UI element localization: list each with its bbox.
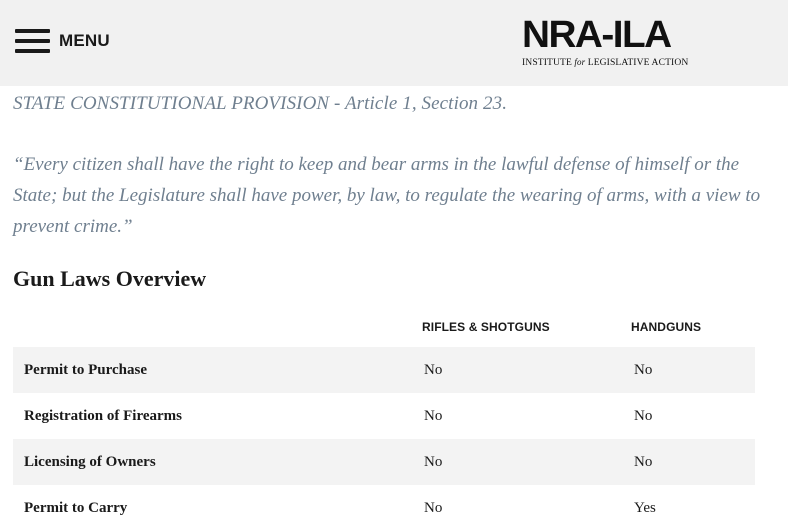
- menu-button[interactable]: [15, 28, 110, 54]
- handguns-value: No: [634, 454, 653, 470]
- column-header-handguns: HANDGUNS: [631, 320, 702, 334]
- handguns-value: No: [634, 408, 653, 424]
- row-label: Permit to Purchase: [24, 362, 148, 378]
- rifles-value: No: [424, 408, 443, 424]
- rifles-value: No: [424, 454, 443, 470]
- constitutional-quote: “Every citizen shall have the right to keep and bear arms in the lawful defense of himself or the State; but the Legislature shall have power, by law, to regulate the wearing of arms, with a view to prevent crime.”: [13, 154, 761, 237]
- menu-label[interactable]: MENU: [59, 31, 110, 50]
- logo-wordmark[interactable]: NRA-ILA: [522, 14, 671, 56]
- table-row: [13, 439, 755, 485]
- nra-ila-logo[interactable]: [522, 16, 704, 68]
- row-label: Licensing of Owners: [24, 454, 156, 470]
- gun-laws-overview-title: Gun Laws Overview: [13, 266, 207, 291]
- table-row: [13, 347, 755, 393]
- rifles-value: No: [424, 500, 443, 516]
- handguns-value: Yes: [634, 500, 656, 516]
- logo-tagline: INSTITUTE for LEGISLATIVE ACTION: [522, 57, 689, 68]
- hamburger-icon[interactable]: [15, 29, 50, 53]
- table-row: [13, 393, 755, 439]
- row-label: Registration of Firearms: [24, 408, 183, 424]
- gun-laws-table: [13, 347, 755, 529]
- row-label: Permit to Carry: [24, 500, 128, 516]
- handguns-value: No: [634, 362, 653, 378]
- column-header-rifles-shotguns: RIFLES & SHOTGUNS: [422, 320, 550, 334]
- rifles-value: No: [424, 362, 443, 378]
- constitutional-provision-heading: STATE CONSTITUTIONAL PROVISION - Article 1, Section 23.: [13, 93, 508, 114]
- site-header: [0, 0, 788, 86]
- table-row: [13, 485, 755, 529]
